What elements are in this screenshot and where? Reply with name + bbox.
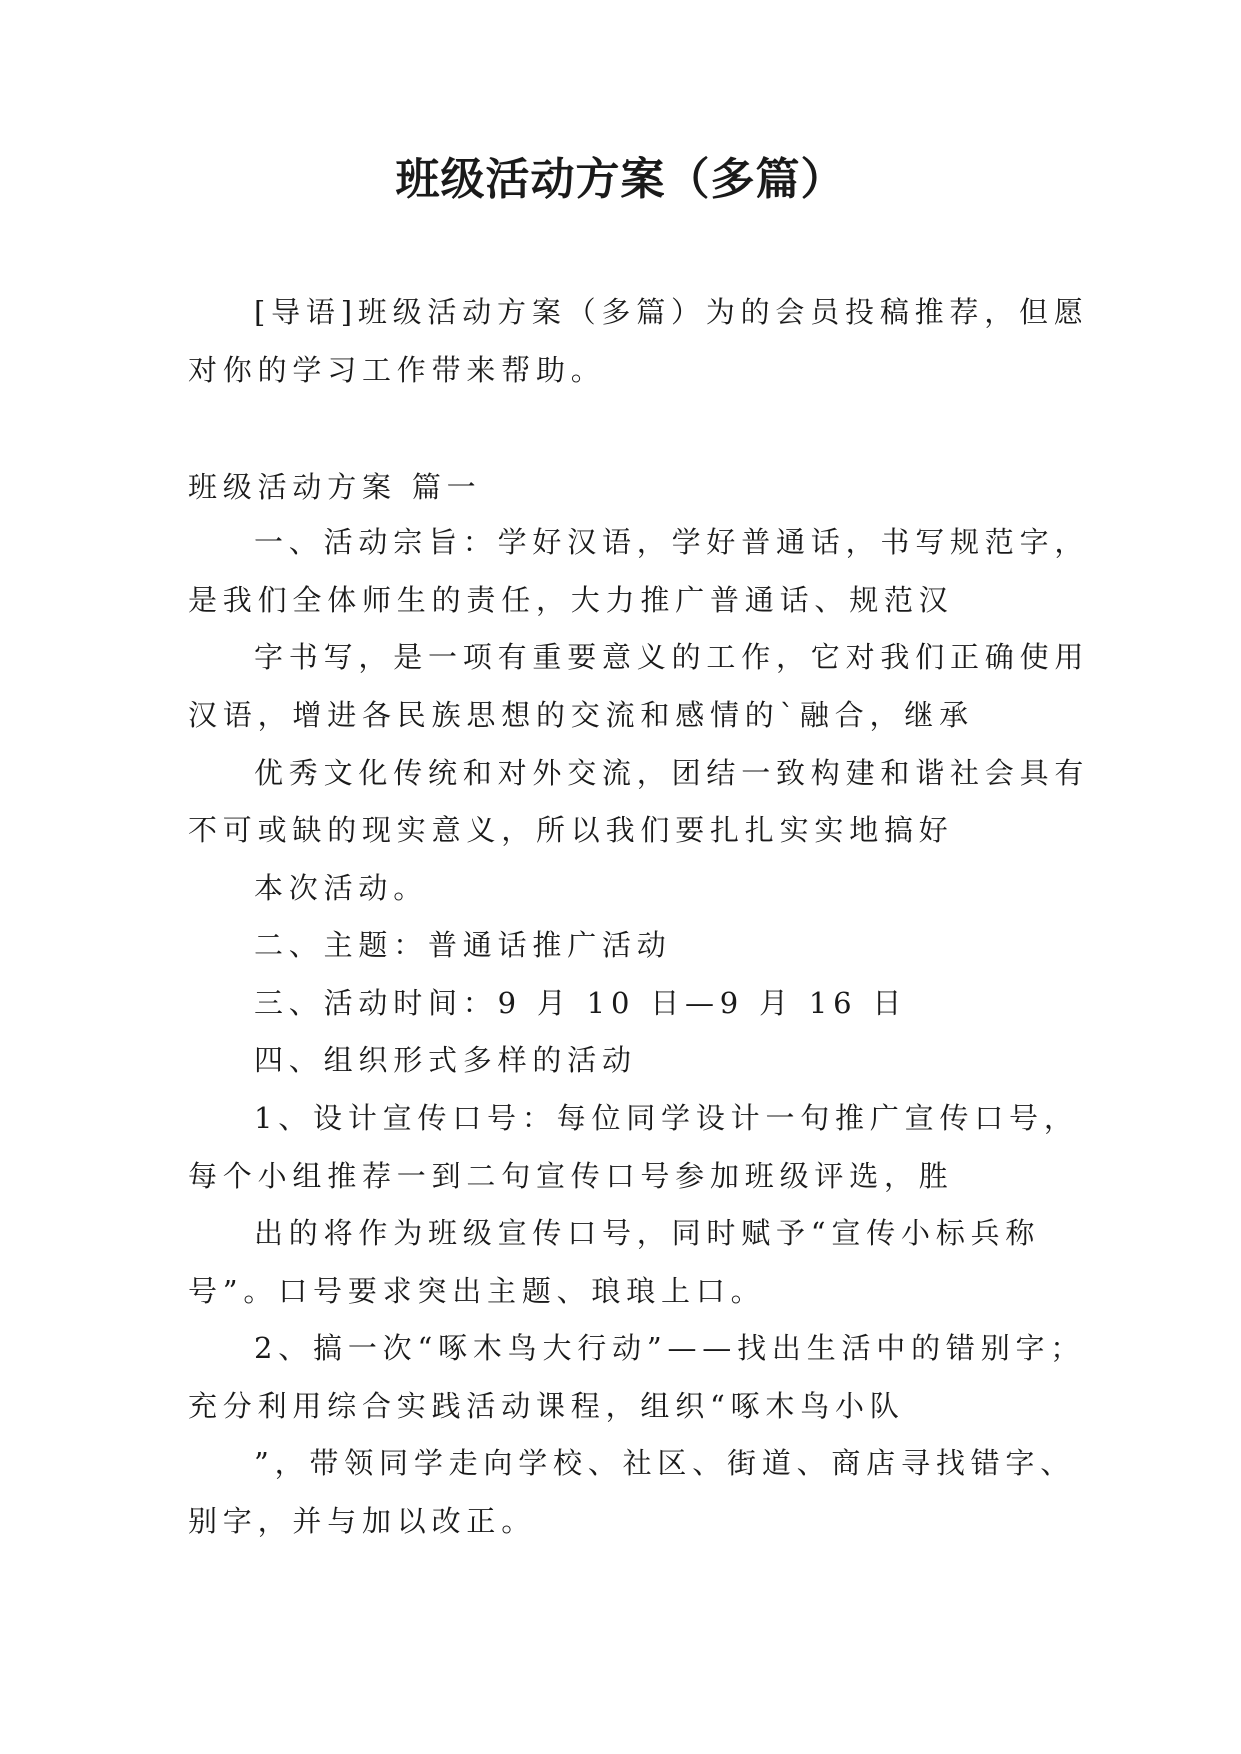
- paragraph-line: 三、活动时间：9 月 10 日—9 月 16 日: [254, 986, 908, 1020]
- paragraph-line: 不可或缺的现实意义，所以我们要扎扎实实地搞好: [188, 813, 954, 847]
- section-heading: 班级活动方案 篇一: [188, 470, 482, 504]
- paragraph-line: 出的将作为班级宣传口号，同时赋予“宣传小标兵称: [254, 1216, 1041, 1250]
- paragraph-line: 二、主题：普通话推广活动: [254, 928, 672, 962]
- paragraph-line: ”，带领同学走向学校、社区、街道、商店寻找错字、: [254, 1446, 1076, 1480]
- paragraph-line: 本次活动。: [254, 871, 429, 905]
- paragraph-line: 是我们全体师生的责任，大力推广普通话、规范汉: [188, 583, 954, 617]
- paragraph-line: 四、组织形式多样的活动: [254, 1043, 637, 1077]
- paragraph-line: 汉语，增进各民族思想的交流和感情的`融合，继承: [188, 698, 974, 732]
- paragraph-line: 别字，并与加以改正。: [188, 1504, 537, 1538]
- intro-line-2: 对你的学习工作带来帮助。: [188, 353, 606, 387]
- paragraph-line: 优秀文化传统和对外交流，团结一致构建和谐社会具有: [254, 756, 1090, 790]
- paragraph-line: 一、活动宗旨：学好汉语，学好普通话，书写规范字，: [254, 525, 1090, 559]
- document-title: 班级活动方案（多篇）: [395, 154, 846, 205]
- paragraph-line: 2、搞一次“啄木鸟大行动”——找出生活中的错别字；: [254, 1331, 1086, 1365]
- paragraph-line: 充分利用综合实践活动课程，组织“啄木鸟小队: [188, 1389, 905, 1423]
- intro-line-1: [导语]班级活动方案（多篇）为的会员投稿推荐，但愿: [254, 295, 1089, 329]
- paragraph-line: 每个小组推荐一到二句宣传口号参加班级评选，胜: [188, 1159, 954, 1193]
- paragraph-line: 字书写，是一项有重要意义的工作，它对我们正确使用: [254, 640, 1090, 674]
- paragraph-line: 1、设计宣传口号：每位同学设计一句推广宣传口号，: [254, 1101, 1079, 1135]
- paragraph-line: 号”。口号要求突出主题、琅琅上口。: [188, 1274, 766, 1308]
